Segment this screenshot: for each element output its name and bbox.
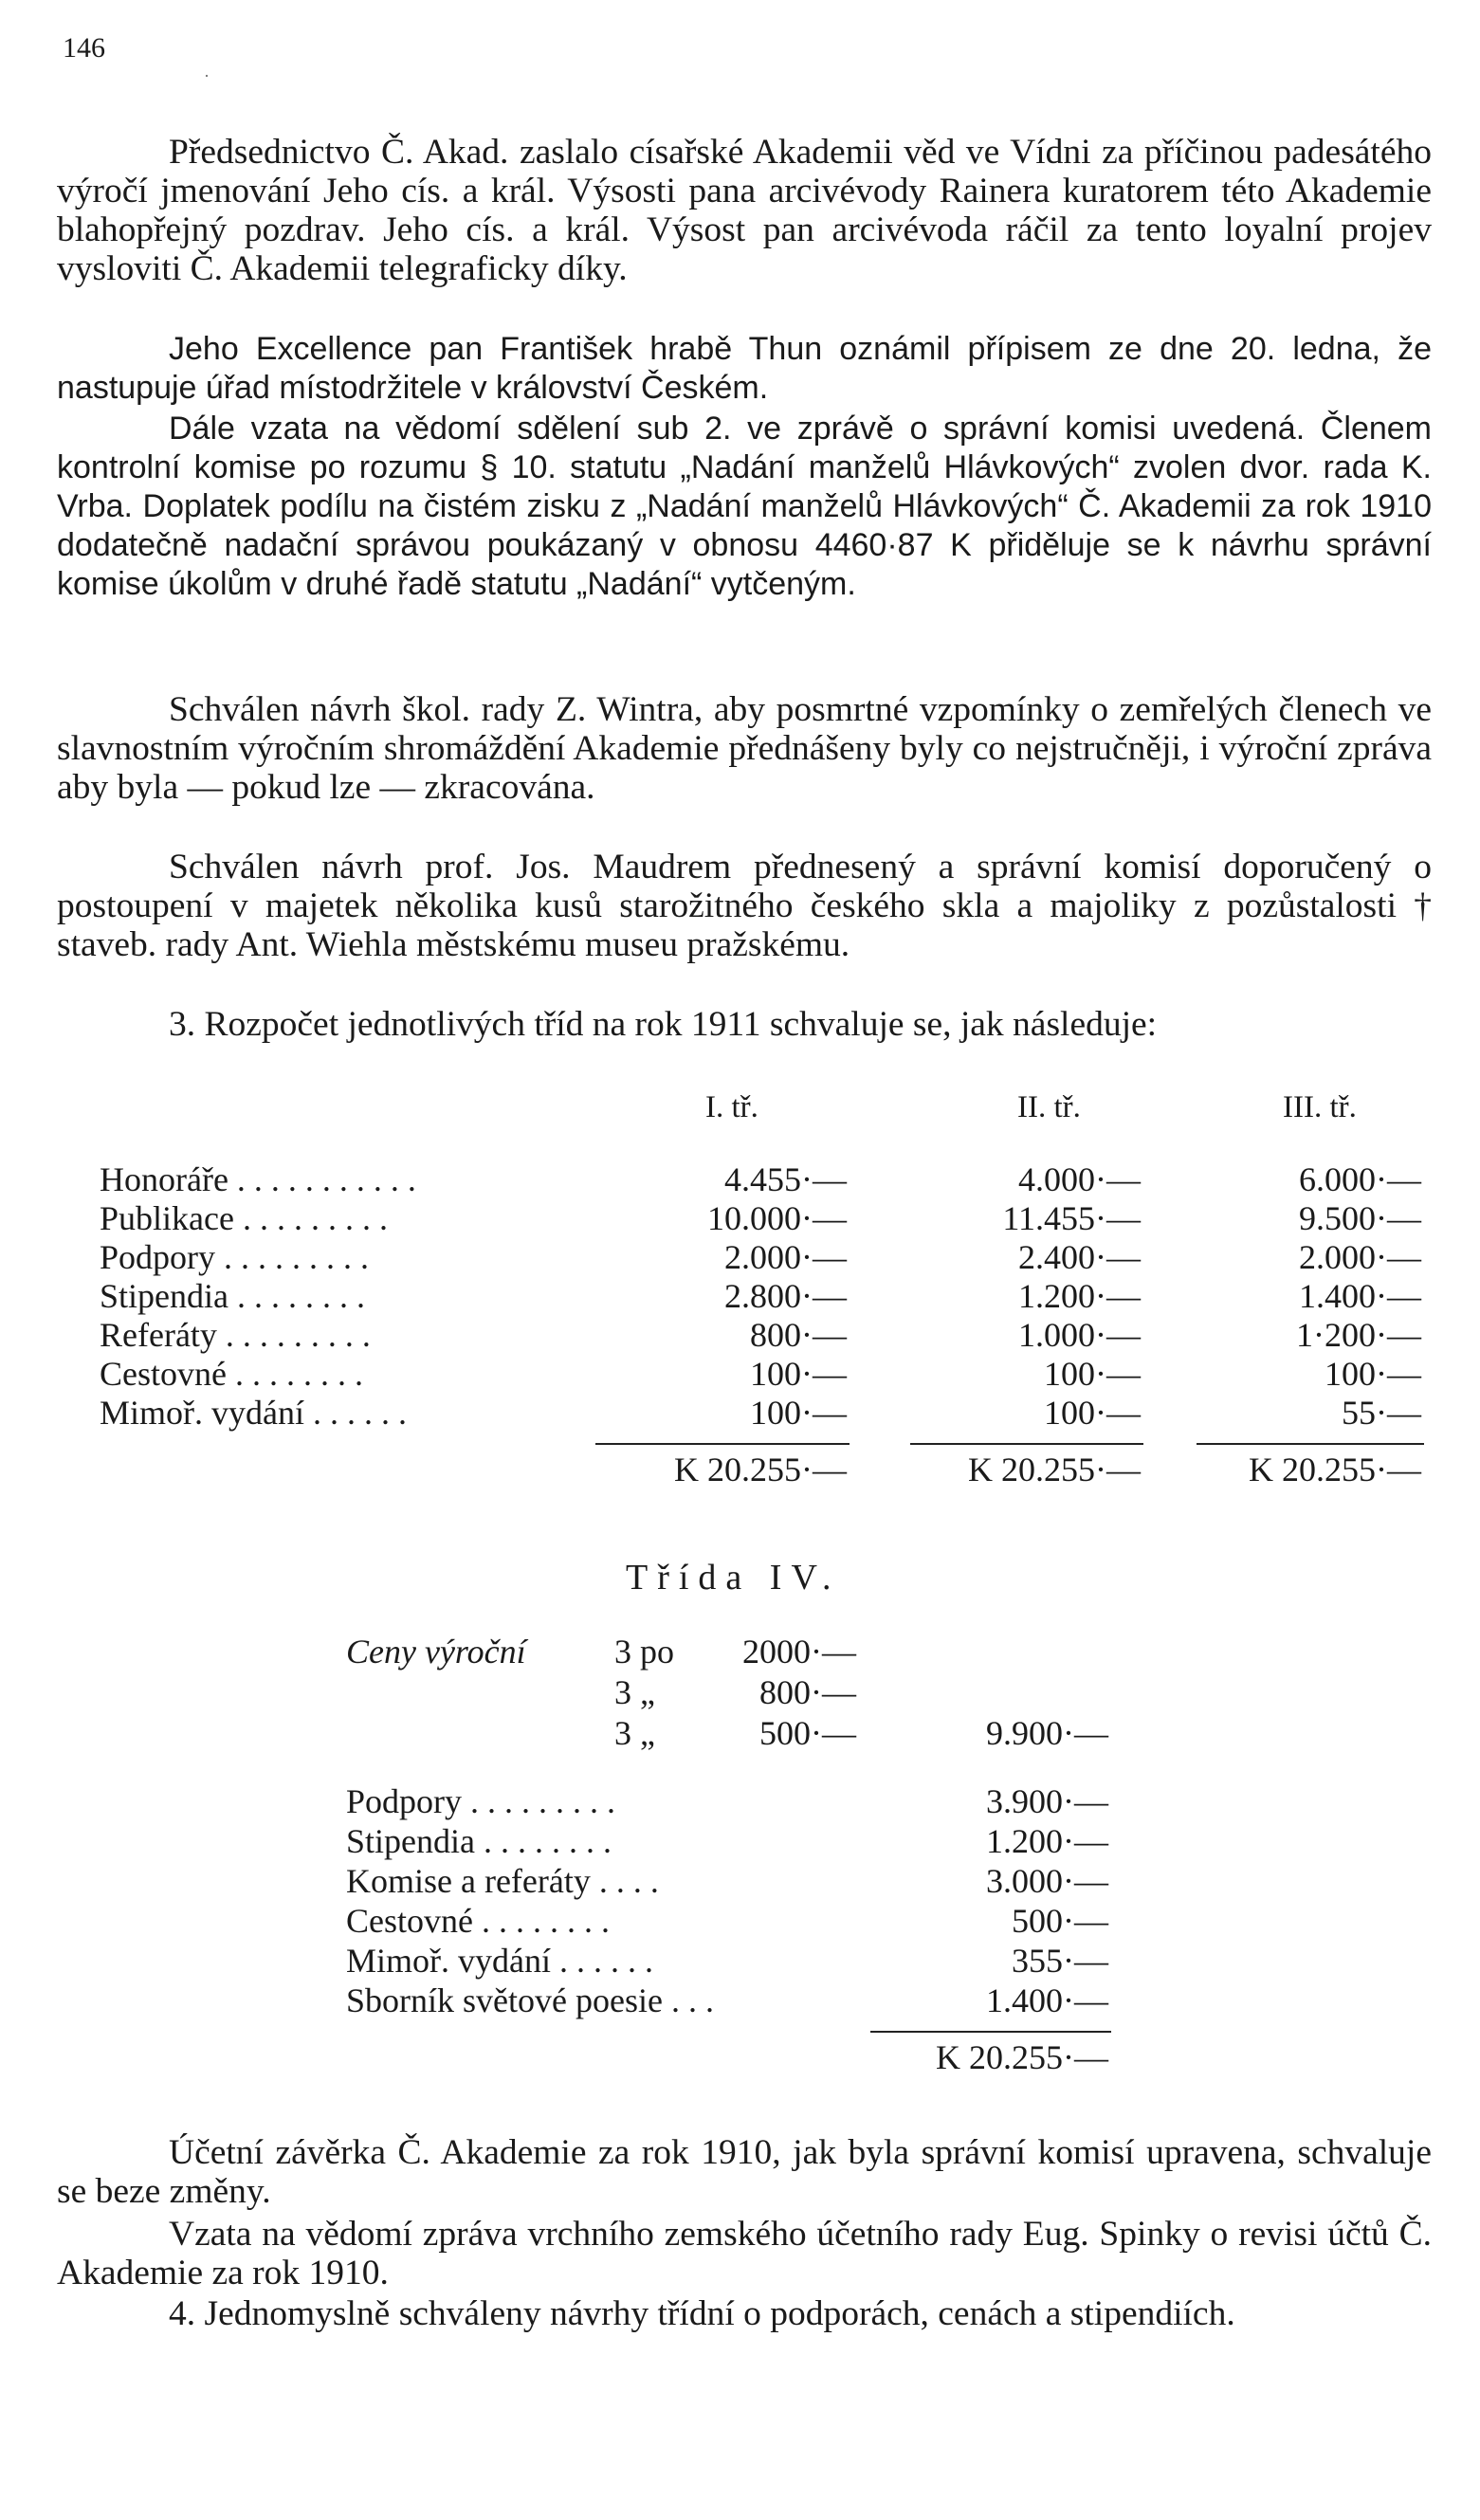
column-header: II. tř. — [1017, 1090, 1081, 1124]
prize-amount: 2000·— — [742, 1633, 856, 1671]
row-label: Referáty . . . . . . . . . — [100, 1316, 371, 1354]
row-label: Podpory . . . . . . . . . — [100, 1238, 370, 1276]
row-label: Stipendia . . . . . . . . — [100, 1277, 365, 1315]
totals-row — [0, 1451, 1480, 1488]
row-value: 1.200·— — [986, 1822, 1108, 1860]
table-row — [0, 1942, 1480, 1980]
value-class-3: 1.400·— — [1299, 1277, 1421, 1315]
prize-row — [0, 1673, 1480, 1711]
table-row — [0, 1394, 1480, 1432]
value-class-1: 10.000·— — [707, 1199, 847, 1237]
prize-row — [0, 1714, 1480, 1752]
prize-count: 3 po — [614, 1633, 674, 1671]
table-row — [0, 1902, 1480, 1940]
table-row — [0, 1199, 1480, 1237]
paragraph-5: Schválen návrh prof. Jos. Maudrem přednesený a správní komisí doporučený o postoupení v majetek několika kusů starožitného českého skla a majoliky z pozůstalosti † staveb. rady Ant. Wiehla městskému museu pražskému. — [57, 848, 1432, 964]
sum-rule — [1197, 1443, 1424, 1445]
value-class-1: 100·— — [750, 1355, 847, 1393]
value-class-1: 4.455·— — [724, 1160, 847, 1198]
table-row — [0, 1355, 1480, 1393]
paragraph-9: 4. Jednomyslně schváleny návrhy třídní o podporách, cenách a stipendiích. — [169, 2294, 1235, 2333]
row-value: 3.900·— — [986, 1782, 1108, 1820]
row-label: Cestovné . . . . . . . . — [100, 1355, 363, 1393]
prize-row — [0, 1633, 1480, 1671]
value-class-2: 2.400·— — [1018, 1238, 1141, 1276]
paragraph-1: Předsednictvo Č. Akad. zaslalo císařské Akademii věd ve Vídni za příčinou padesátého výročí jmenování Jeho cís. a král. Výsosti pana arcivévody Rainera kuratorem této Akademie blahopřejný pozdrav. Jeho cís. a král. Výsost pan arcivévoda ráčil za tento loyalní projev vysloviti Č. Akademii telegraficky díky. — [57, 133, 1432, 288]
class-4-title: Třída IV. — [626, 1558, 841, 1598]
prize-amount: 800·— — [759, 1673, 856, 1711]
row-value: 1.400·— — [986, 1981, 1108, 2019]
prize-amount: 500·— — [759, 1714, 856, 1752]
row-value: 355·— — [1012, 1942, 1108, 1980]
paragraph-2: Jeho Excellence pan František hrabě Thun oznámil přípisem ze dne 20. ledna, že nastupuje úřad místodržitele v království Českém. — [57, 331, 1432, 406]
prize-count: 3 „ — [614, 1673, 655, 1711]
value-class-2: 100·— — [1044, 1355, 1141, 1393]
row-label: Honoráře . . . . . . . . . . . — [100, 1160, 416, 1198]
table-row — [0, 1782, 1480, 1820]
value-class-3: 100·— — [1325, 1355, 1421, 1393]
value-class-2: 1.000·— — [1018, 1316, 1141, 1354]
value-class-1: 100·— — [750, 1394, 847, 1432]
value-class-2: 100·— — [1044, 1394, 1141, 1432]
table-row — [0, 1822, 1480, 1860]
value-class-3: 55·— — [1342, 1394, 1421, 1432]
sum-rule — [595, 1443, 850, 1445]
sum-rule — [910, 1443, 1143, 1445]
total-class-1: K 20.255·— — [674, 1451, 847, 1488]
stray-mark: · — [204, 66, 210, 85]
table-row — [0, 1238, 1480, 1276]
row-label: Sborník světové poesie . . . — [346, 1981, 714, 2019]
total-class-3: K 20.255·— — [1249, 1451, 1421, 1488]
value-class-2: 11.455·— — [1002, 1199, 1141, 1237]
value-class-1: 2.000·— — [724, 1238, 847, 1276]
total-class-2: K 20.255·— — [968, 1451, 1141, 1488]
paragraph-8: Vzata na vědomí zpráva vrchního zemského účetního rady Eug. Spinky o revisi účtů Č. Akademie za rok 1910. — [57, 2215, 1432, 2292]
row-label: Cestovné . . . . . . . . — [346, 1902, 610, 1940]
row-label: Komise a referáty . . . . — [346, 1862, 659, 1900]
value-class-1: 800·— — [750, 1316, 847, 1354]
page-number: 146 — [63, 32, 105, 64]
value-class-3: 6.000·— — [1299, 1160, 1421, 1198]
value-class-2: 4.000·— — [1018, 1160, 1141, 1198]
row-value: 3.000·— — [986, 1862, 1108, 1900]
prize-sum: 9.900·— — [986, 1714, 1108, 1752]
prize-label: Ceny výroční — [346, 1633, 526, 1671]
row-value: 500·— — [1012, 1902, 1108, 1940]
table-row — [0, 1277, 1480, 1315]
table-row — [0, 1160, 1480, 1198]
paragraph-7: Účetní závěrka Č. Akademie za rok 1910, jak byla správní komisí upravena, schvaluje se beze změny. — [57, 2133, 1432, 2211]
prize-count: 3 „ — [614, 1714, 655, 1752]
value-class-3: 1·200·— — [1296, 1316, 1421, 1354]
column-header: III. tř. — [1283, 1090, 1357, 1124]
table-row — [0, 1981, 1480, 2019]
value-class-3: 9.500·— — [1299, 1199, 1421, 1237]
paragraph-6: 3. Rozpočet jednotlivých tříd na rok 1911 schvaluje se, jak následuje: — [169, 1005, 1158, 1044]
row-label: Publikace . . . . . . . . . — [100, 1199, 388, 1237]
table-row — [0, 1316, 1480, 1354]
value-class-3: 2.000·— — [1299, 1238, 1421, 1276]
row-label: Podpory . . . . . . . . . — [346, 1782, 616, 1820]
paragraph-4: Schválen návrh škol. rady Z. Wintra, aby posmrtné vzpomínky o zemřelých členech ve slavnostním výročním shromáždění Akademie přednášeny byly co nejstručněji, i výroční zpráva aby byla — pokud lze — zkracována. — [57, 690, 1432, 807]
row-label: Mimoř. vydání . . . . . . — [100, 1394, 407, 1432]
totals-row — [0, 2038, 1480, 2076]
sum-rule — [870, 2031, 1111, 2033]
class-4-total: K 20.255·— — [936, 2038, 1108, 2076]
value-class-2: 1.200·— — [1018, 1277, 1141, 1315]
row-label: Mimoř. vydání . . . . . . — [346, 1942, 653, 1980]
value-class-1: 2.800·— — [724, 1277, 847, 1315]
column-header: I. tř. — [705, 1090, 758, 1124]
row-label: Stipendia . . . . . . . . — [346, 1822, 612, 1860]
paragraph-3: Dále vzata na vědomí sdělení sub 2. ve zprávě o správní komisi uvedená. Členem kontrolní komise po rozumu § 10. statutu „Nadání manželů Hlávkových“ zvolen dvor. rada K. Vrba. Doplatek podílu na čistém zisku z „Nadání manželů Hlávkových“ Č. Akademii za rok 1910 dodatečně nadační správou poukázaný v obnosu 4460·87 K přiděluje se k návrhu správní komise úkolům v druhé řadě statutu „Nadání“ vytčeným. — [57, 411, 1432, 602]
table-row — [0, 1862, 1480, 1900]
